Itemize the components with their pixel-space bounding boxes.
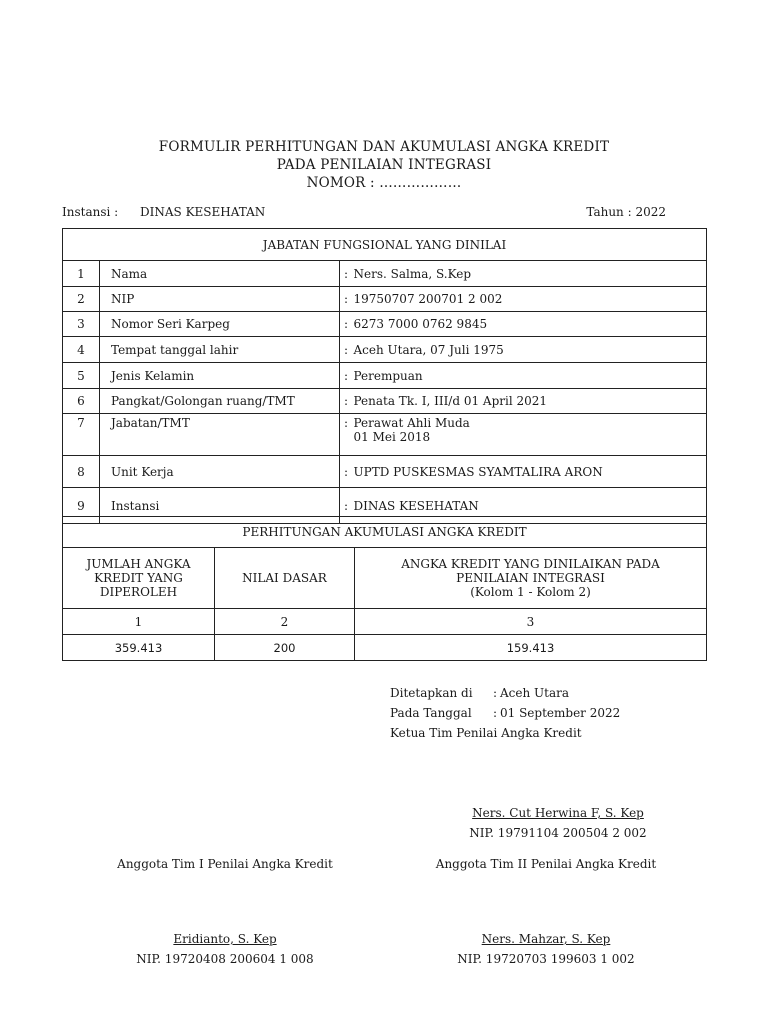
row-number: 5 (63, 363, 100, 389)
row-value: 6273 7000 0762 9845 (354, 312, 707, 337)
row-number: 6 (63, 389, 100, 414)
row-number: 4 (63, 337, 100, 363)
jabatan-table (62, 228, 707, 524)
anggota2-title-text: Anggota Tim II Penilai Angka Kredit (435, 857, 657, 871)
ditetapkan-colon: : (493, 686, 498, 700)
row-number: 9 (63, 488, 100, 524)
form-number-line: NOMOR : ……………… (306, 175, 462, 191)
col-angka-line: PENILAIAN INTEGRASI (456, 571, 605, 585)
col-angka-line: (Kolom 1 - Kolom 2) (470, 585, 591, 599)
row-colon: : (340, 337, 354, 363)
row-label: NIP (100, 287, 340, 312)
row-value: 19750707 200701 2 002 (354, 287, 707, 312)
col-angka-line: ANGKA KREDIT YANG DINILAIKAN PADA (401, 557, 660, 571)
angka-kredit-integrasi-value: 159.413 (355, 635, 707, 661)
row-number: 1 (63, 261, 100, 287)
row-colon: : (340, 287, 354, 312)
row-value (354, 414, 707, 456)
anggota2-title (410, 854, 682, 874)
table-row (63, 261, 707, 287)
row-value: Aceh Utara, 07 Juli 1975 (354, 337, 707, 363)
table-row (63, 414, 707, 456)
jumlah-angka-kredit-value: 359.413 (63, 635, 215, 661)
ditetapkan-value: Aceh Utara (500, 686, 570, 700)
anggota2-name: Ners. Mahzar, S. Kep (481, 932, 611, 946)
col-index: 3 (355, 609, 707, 635)
anggota1-name: Eridianto, S. Kep (173, 932, 277, 946)
perhitungan-header: PERHITUNGAN AKUMULASI ANGKA KREDIT (63, 517, 707, 548)
tanggal-label: Pada Tanggal (390, 706, 472, 720)
perhitungan-table (62, 516, 707, 661)
nilai-dasar-value: 200 (215, 635, 355, 661)
anggota2-nip: NIP. 19720703 199603 1 002 (457, 952, 635, 966)
row-number: 8 (63, 456, 100, 488)
row-label: Nama (100, 261, 340, 287)
row-label: Unit Kerja (100, 456, 340, 488)
tanggal-value: 01 September 2022 (500, 706, 621, 720)
row-value: Perempuan (354, 363, 707, 389)
instansi-label: Instansi : (62, 205, 119, 219)
row-label: Nomor Seri Karpeg (100, 312, 340, 337)
row-colon: : (340, 363, 354, 389)
anggota2-signature (418, 929, 674, 969)
anggota1-nip: NIP. 19720408 200604 1 008 (136, 952, 314, 966)
col-nilai-dasar-header: NILAI DASAR (215, 548, 355, 609)
col-jumlah-line: KREDIT YANG (94, 571, 183, 585)
ketua-title: Ketua Tim Penilai Angka Kredit (390, 726, 582, 740)
ketua-nip: NIP. 19791104 200504 2 002 (469, 826, 647, 840)
tmt-value: 01 Mei 2018 (353, 430, 431, 444)
row-colon: : (340, 414, 354, 456)
row-label: Instansi (100, 488, 340, 524)
row-colon: : (340, 312, 354, 337)
row-label: Jenis Kelamin (100, 363, 340, 389)
row-number: 7 (63, 414, 100, 456)
anggota1-title-text: Anggota Tim I Penilai Angka Kredit (117, 857, 333, 871)
anggota1-signature (90, 929, 360, 969)
row-colon: : (340, 389, 354, 414)
table-row (63, 337, 707, 363)
penetapan-block (390, 683, 710, 743)
col-jumlah-header (63, 548, 215, 609)
row-value: Penata Tk. I, III/d 01 April 2021 (354, 389, 707, 414)
form-title-line-2: PADA PENILAIAN INTEGRASI (276, 157, 492, 173)
tahun-label: Tahun : 2022 (586, 205, 666, 219)
table-row (63, 287, 707, 312)
ketua-signature (438, 803, 678, 843)
col-angka-kredit-header (355, 548, 707, 609)
col-jumlah-line: JUMLAH ANGKA (86, 557, 191, 571)
col-jumlah-line: DIPEROLEH (99, 585, 178, 599)
row-value: UPTD PUSKESMAS SYAMTALIRA ARON (354, 456, 707, 488)
row-value: Ners. Salma, S.Kep (354, 261, 707, 287)
row-value: DINAS KESEHATAN (354, 488, 707, 524)
table-row (63, 456, 707, 488)
ketua-name: Ners. Cut Herwina F, S. Kep (472, 806, 644, 820)
row-colon: : (340, 261, 354, 287)
row-colon: : (340, 456, 354, 488)
row-label: Pangkat/Golongan ruang/TMT (100, 389, 340, 414)
col-index: 2 (215, 609, 355, 635)
table-row (63, 389, 707, 414)
tanggal-colon: : (493, 706, 498, 720)
form-title (0, 138, 768, 192)
anggota1-title (90, 854, 360, 874)
instansi-value: DINAS KESEHATAN (140, 205, 266, 219)
table-row (63, 312, 707, 337)
info-line (62, 205, 666, 221)
col-index: 1 (63, 609, 215, 635)
jabatan-value: Perawat Ahli Muda (353, 416, 470, 430)
row-label: Jabatan/TMT (100, 414, 340, 456)
row-number: 3 (63, 312, 100, 337)
row-number: 2 (63, 287, 100, 312)
table-row (63, 609, 707, 635)
table-row (63, 635, 707, 661)
table-row (63, 363, 707, 389)
row-colon: : (340, 488, 354, 524)
jabatan-header: JABATAN FUNGSIONAL YANG DINILAI (63, 229, 707, 261)
form-title-line-1: FORMULIR PERHITUNGAN DAN AKUMULASI ANGKA KREDIT (158, 139, 610, 155)
ditetapkan-label: Ditetapkan di (390, 686, 473, 700)
row-label: Tempat tanggal lahir (100, 337, 340, 363)
